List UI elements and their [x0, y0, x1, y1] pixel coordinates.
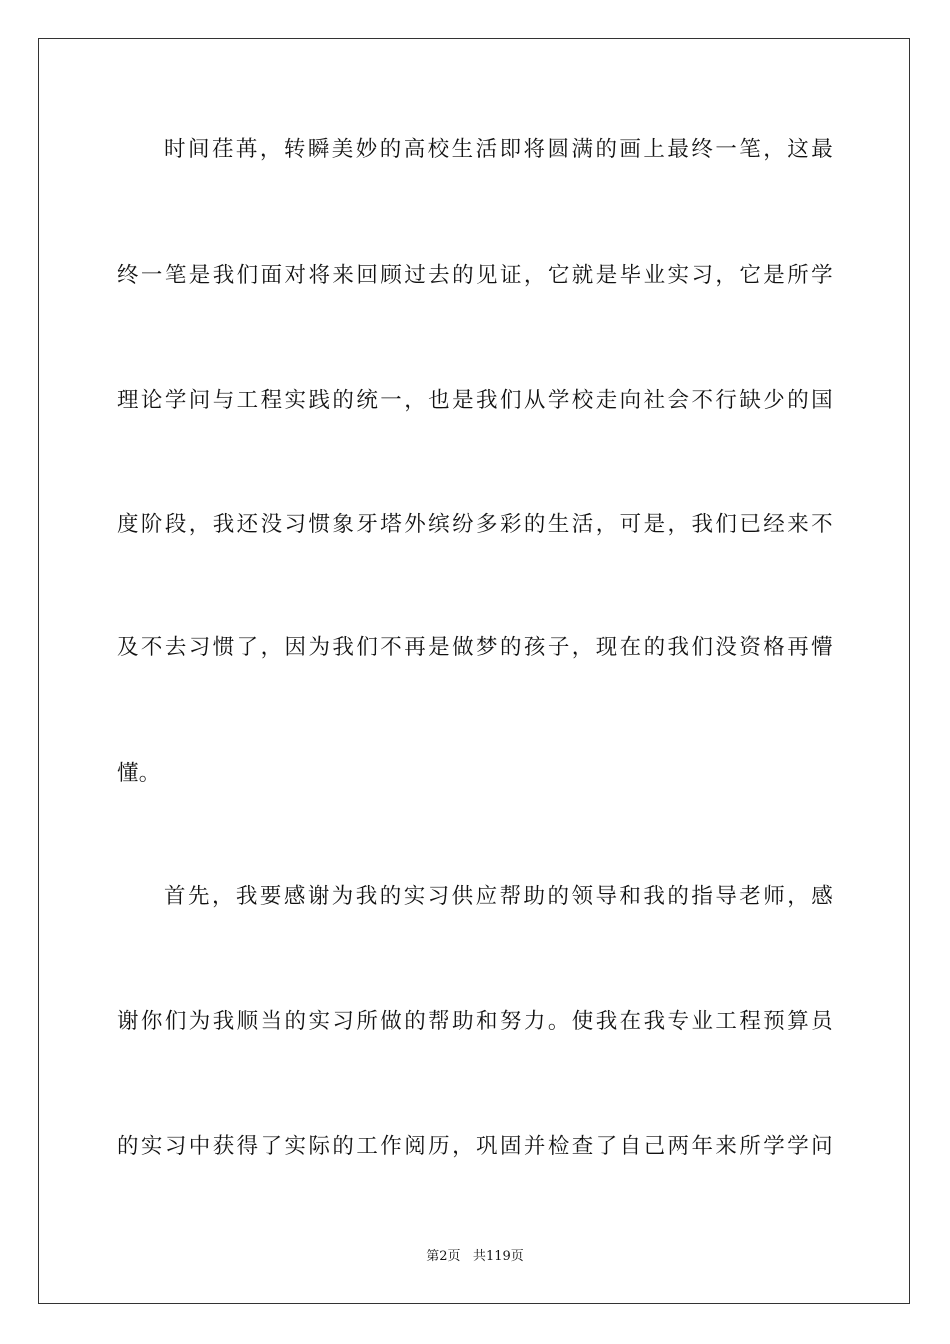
footer-total-pages: 119: [485, 1249, 511, 1264]
page-footer: [0, 1248, 950, 1266]
footer-page-prefix: 第: [426, 1249, 440, 1264]
paragraph-1-line-6: 懂。: [117, 761, 161, 786]
paragraph-1-line-2: 终一笔是我们面对将来回顾过去的见证，它就是毕业实习，它是所学: [117, 263, 833, 288]
footer-page-number: 2: [439, 1249, 448, 1264]
paragraph-1-line-5: 及不去习惯了，因为我们不再是做梦的孩子，现在的我们没资格再懵: [117, 635, 833, 660]
paragraph-1-line-3: 理论学问与工程实践的统一，也是我们从学校走向社会不行缺少的国: [117, 388, 833, 413]
footer-total-suffix: 页: [510, 1249, 524, 1264]
page-border: [38, 38, 910, 1304]
footer-page-suffix: 页: [447, 1249, 461, 1264]
paragraph-1-line-4: 度阶段，我还没习惯象牙塔外缤纷多彩的生活，可是，我们已经来不: [117, 512, 833, 537]
paragraph-2-line-3: 的实习中获得了实际的工作阅历，巩固并检查了自己两年来所学学问: [117, 1134, 833, 1159]
footer-total-prefix: 共: [472, 1249, 486, 1264]
paragraph-2-line-2: 谢你们为我顺当的实习所做的帮助和努力。使我在我专业工程预算员: [117, 1009, 833, 1034]
paragraph-1-line-1: 时间荏苒，转瞬美妙的高校生活即将圆满的画上最终一笔，这最: [164, 137, 833, 162]
paragraph-2-line-1: 首先，我要感谢为我的实习供应帮助的领导和我的指导老师，感: [164, 884, 833, 909]
